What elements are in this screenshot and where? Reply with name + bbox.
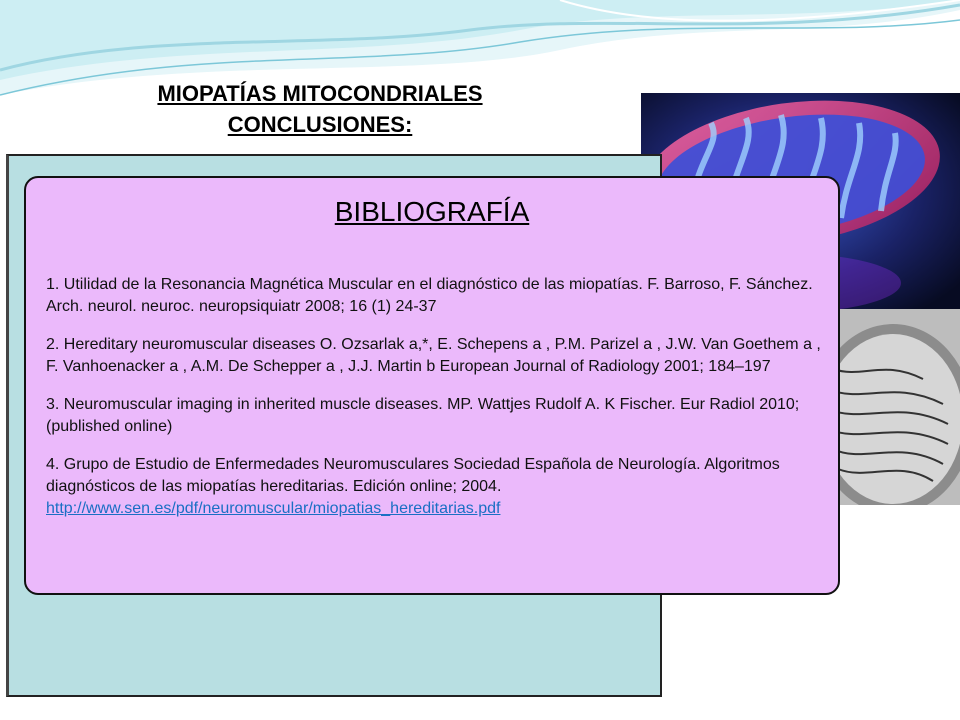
title-line-1: MIOPATÍAS MITOCONDRIALES xyxy=(157,81,483,106)
reference-link[interactable]: http://www.sen.es/pdf/neuromuscular/miopatias_hereditarias.pdf xyxy=(46,500,501,517)
reference-item xyxy=(46,454,826,520)
reference-item: 1. Utilidad de la Resonancia Magnética Muscular en el diagnóstico de las miopatías. F. Barroso, F. Sánchez. Arch. neurol. neuroc. neuropsiquiatr 2008; 16 (1) 24-37 xyxy=(46,276,813,315)
reference-list xyxy=(46,274,826,520)
slide-title xyxy=(20,78,620,140)
reference-item: 3. Neuromuscular imaging in inherited muscle diseases. MP. Wattjes Rudolf A. K Fischer. Eur Radiol 2010; (published online) xyxy=(46,396,800,435)
bibliography-heading: BIBLIOGRAFÍA xyxy=(334,196,530,227)
bibliography-card xyxy=(24,176,840,595)
reference-text: 4. Grupo de Estudio de Enfermedades Neuromusculares Sociedad Española de Neurología. Algoritmos diagnósticos de las miopatías hereditarias. Edición online; 2004. xyxy=(46,456,780,495)
title-line-2: CONCLUSIONES: xyxy=(227,112,413,137)
reference-item: 2. Hereditary neuromuscular diseases O. Ozsarlak a,*, E. Schepens a , P.M. Parizel a , J.W. Van Goethem a , F. Vanhoenacker a , A.M. De Schepper a , J.J. Martin b European Journal of Radiology 2001; 184–197 xyxy=(46,336,821,375)
